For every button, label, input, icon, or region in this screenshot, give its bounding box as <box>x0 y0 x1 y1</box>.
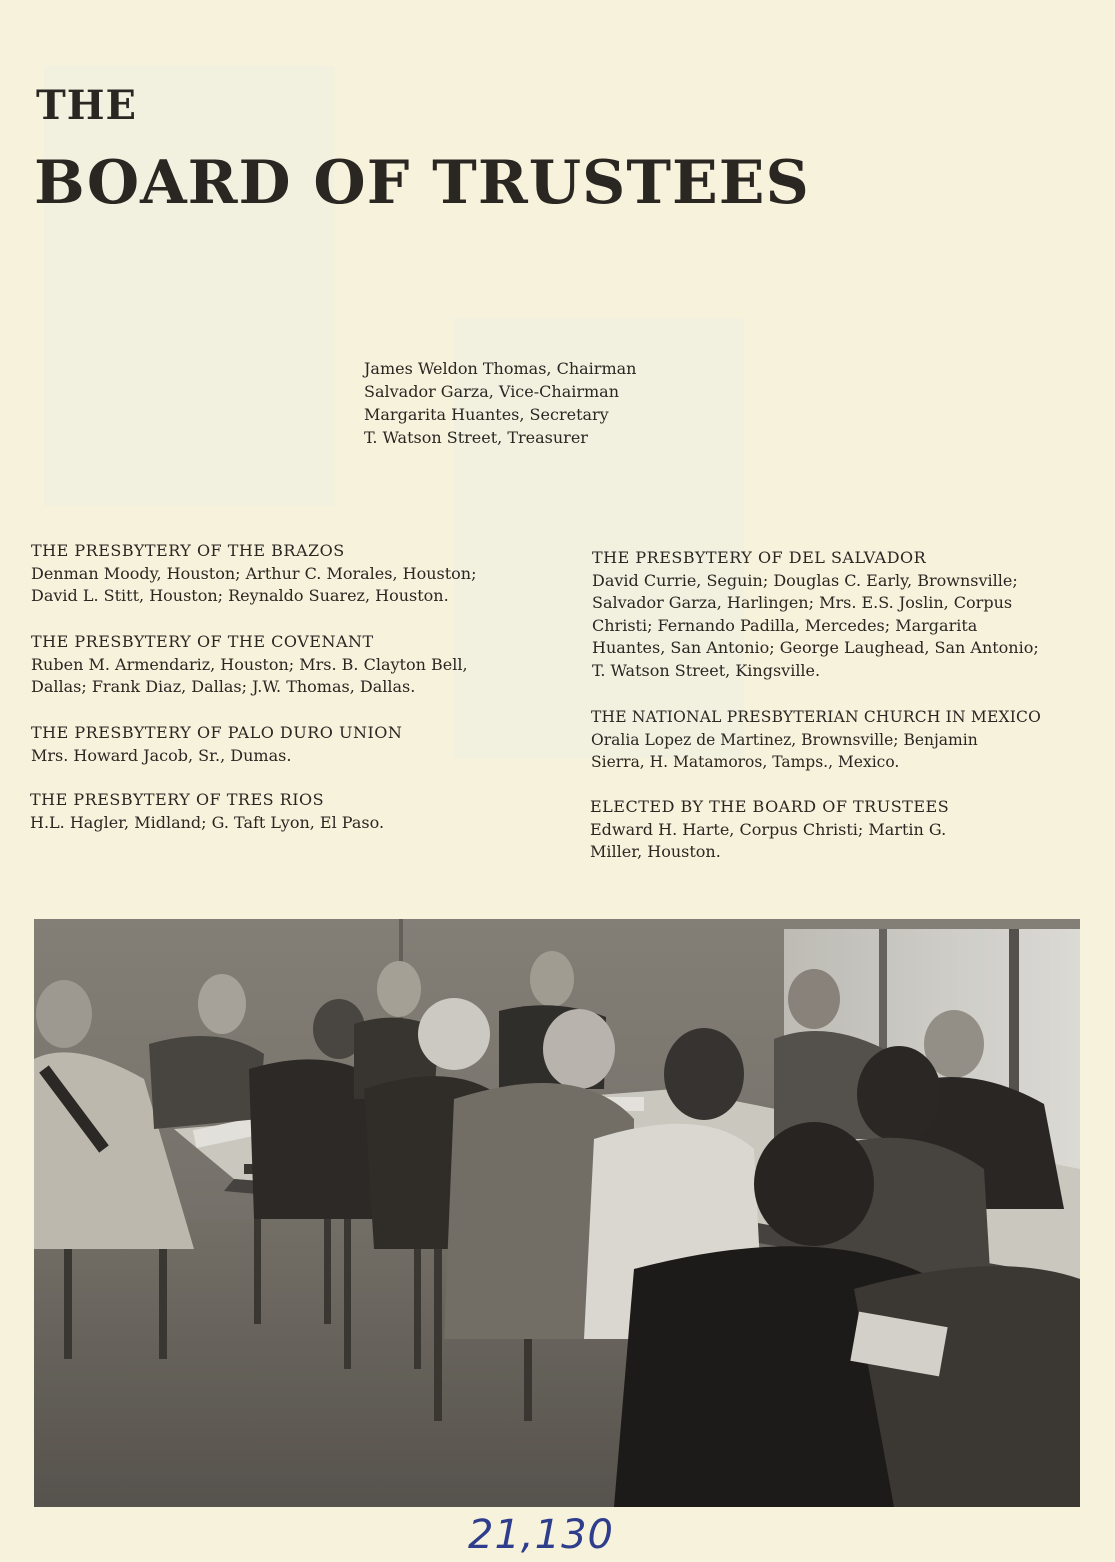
section-del-salvador <box>592 547 1039 682</box>
section-line: Huantes, San Antonio; George Laughead, San Antonio; <box>592 638 1039 657</box>
officers-list <box>364 357 636 449</box>
section-covenant <box>31 631 468 699</box>
board-meeting-photo-illustration <box>34 919 1080 1507</box>
section-elected <box>590 796 949 864</box>
section-line: Christi; Fernando Padilla, Mercedes; Margarita <box>592 615 978 635</box>
officer-treasurer: T. Watson Street, Treasurer <box>364 428 588 447</box>
board-meeting-photo <box>34 919 1080 1507</box>
section-line: Salvador Garza, Harlingen; Mrs. E.S. Joslin, Corpus <box>592 593 1013 612</box>
section-line: Ruben M. Armendariz, Houston; Mrs. B. Clayton Bell, <box>31 654 468 674</box>
heading-line-1: THE <box>36 82 138 129</box>
section-line: Edward H. Harte, Corpus Christi; Martin G. <box>590 819 947 839</box>
officer-chairman: James Weldon Thomas, Chairman <box>364 359 637 378</box>
section-tres-rios <box>30 789 384 834</box>
section-line: David L. Stitt, Houston; Reynaldo Suarez, Houston. <box>31 586 449 605</box>
section-line: Oralia Lopez de Martinez, Brownsville; Benjamin <box>591 730 978 749</box>
officer-vice-chairman: Salvador Garza, Vice-Chairman <box>364 382 620 401</box>
section-brazos <box>31 540 476 608</box>
section-line: Sierra, H. Matamoros, Tamps., Mexico. <box>591 753 900 771</box>
officer-secretary: Margarita Huantes, Secretary <box>364 405 609 424</box>
section-line: Miller, Houston. <box>590 842 721 861</box>
bleed-through-heading <box>880 110 895 161</box>
section-heading: THE PRESBYTERY OF PALO DURO UNION <box>31 723 403 742</box>
section-line: Dallas; Frank Diaz, Dallas; J.W. Thomas, Dallas. <box>31 677 416 696</box>
handwritten-number: 21,130 <box>468 1512 614 1558</box>
bleed-through-photo-left <box>44 66 334 506</box>
section-line: Denman Moody, Houston; Arthur C. Morales, Houston; <box>31 563 477 583</box>
section-line: Mrs. Howard Jacob, Sr., Dumas. <box>31 745 292 765</box>
page-title: BOARD OF TRUSTEES <box>34 148 810 218</box>
section-mexico <box>591 706 1041 774</box>
section-line: H.L. Hagler, Midland; G. Taft Lyon, El Paso. <box>30 812 385 832</box>
section-heading: THE PRESBYTERY OF DEL SALVADOR <box>592 548 927 567</box>
section-heading: THE PRESBYTERY OF THE BRAZOS <box>31 541 345 560</box>
section-palo-duro <box>31 722 402 767</box>
section-heading: THE PRESBYTERY OF TRES RIOS <box>30 790 325 809</box>
section-heading: THE PRESBYTERY OF THE COVENANT <box>31 632 374 651</box>
section-heading: ELECTED BY THE BOARD OF TRUSTEES <box>590 797 950 816</box>
section-line: David Currie, Seguin; Douglas C. Early, Brownsville; <box>592 570 1018 590</box>
section-heading: THE NATIONAL PRESBYTERIAN CHURCH IN MEXICO <box>591 708 1041 726</box>
section-line: T. Watson Street, Kingsville. <box>592 660 821 680</box>
